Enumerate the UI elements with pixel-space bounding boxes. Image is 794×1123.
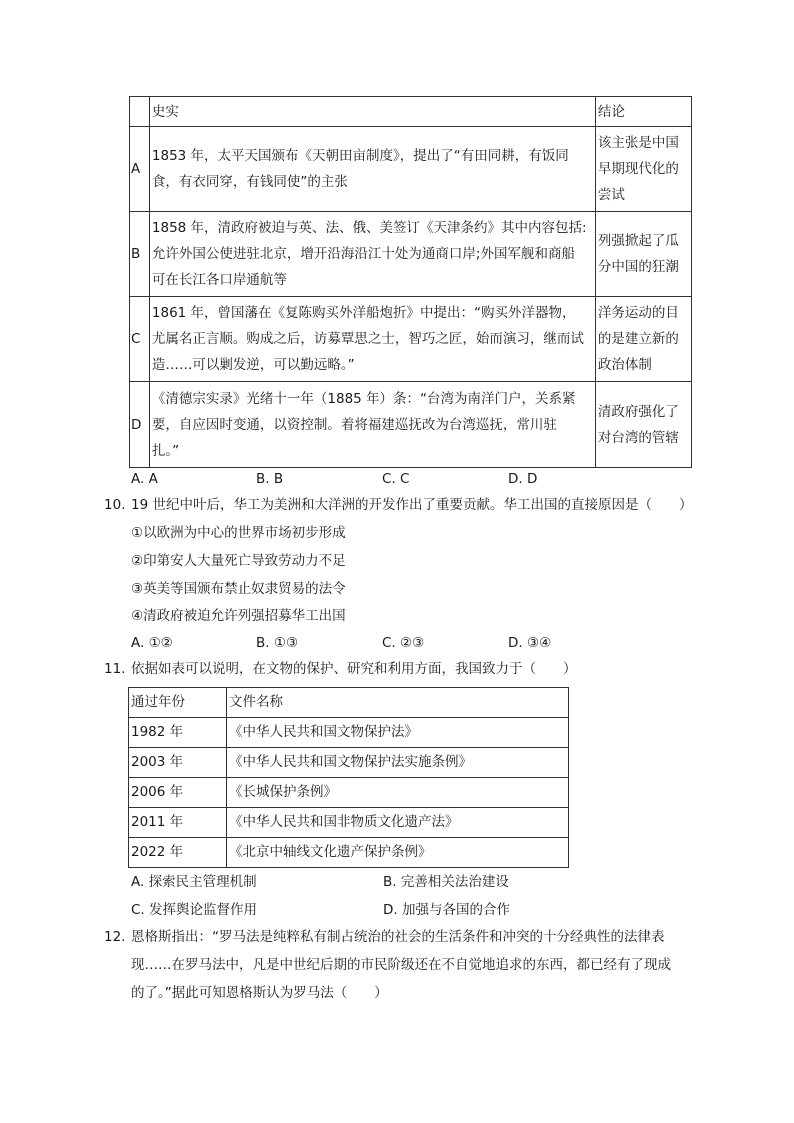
q9-option-c[interactable]: C. C — [382, 471, 410, 487]
conclusion-line: 对台湾的管辖 — [597, 429, 679, 446]
fact-line: 1861 年，曾国藩在《复陈购买外洋船炮折》中提出：“购买外洋器物， — [151, 305, 576, 321]
q9-option-b[interactable]: B. B — [256, 471, 284, 487]
q11-option-b[interactable]: B. 完善相关法治建设 — [383, 874, 509, 890]
statement-item: ④清政府被迫允许列强招募华工出国 — [131, 608, 346, 624]
conclusion-cell — [595, 212, 691, 297]
row-letter: B — [130, 212, 150, 297]
table-header-fact: 史实 — [149, 97, 595, 127]
conclusion-line: 早期现代化的 — [597, 161, 679, 177]
fact-line: 要，自应因时变通，以资控制。着将福建巡抚改为台湾巡抚，常川驻 — [151, 416, 557, 433]
table-row — [129, 748, 569, 778]
q9-table — [129, 96, 692, 468]
question-number: 10. — [104, 497, 126, 513]
fact-cell — [149, 212, 595, 297]
fact-line: 造……可以剿发逆，可以勤远略。” — [151, 357, 355, 373]
table-cell: 《长城保护条例》 — [227, 778, 569, 808]
table-header: 通过年份 — [129, 688, 227, 718]
table-cell: 2011 年 — [129, 808, 227, 838]
row-letter: C — [130, 297, 150, 382]
question-stem: 依据如表可以说明，在文物的保护、研究和利用方面，我国致力于（ ） — [131, 661, 577, 677]
table-row — [129, 778, 569, 808]
fact-cell — [149, 382, 595, 468]
question-number: 12. — [104, 929, 126, 945]
table-row — [130, 127, 692, 212]
q10-option-b[interactable]: B. ①③ — [256, 635, 299, 651]
q9-option-a[interactable]: A. A — [131, 471, 158, 487]
conclusion-line: 分中国的狂潮 — [597, 259, 679, 275]
conclusion-line: 列强掀起了瓜 — [597, 233, 679, 249]
table-cell: 《北京中轴线文化遗产保护条例》 — [227, 838, 569, 868]
question-stem-line: 的了。”据此可知恩格斯认为罗马法（ ） — [131, 985, 388, 1001]
q11-option-a[interactable]: A. 探索民主管理机制 — [131, 874, 257, 890]
conclusion-line: 尝试 — [597, 187, 625, 203]
table-row — [130, 297, 692, 382]
table-row — [129, 718, 569, 748]
q11-option-c[interactable]: C. 发挥舆论监督作用 — [131, 902, 258, 918]
q9-option-d[interactable]: D. D — [508, 471, 538, 487]
fact-line: 《清德宗实录》光绪十一年（1885 年）条：“台湾为南洋门户，关系紧 — [151, 390, 576, 407]
table-cell: 2006 年 — [129, 778, 227, 808]
statement-item: ②印第安人大量死亡导致劳动力不足 — [131, 553, 346, 569]
table-cell: 2003 年 — [129, 748, 227, 778]
conclusion-line: 该主张是中国 — [597, 135, 679, 151]
conclusion-cell — [595, 382, 691, 468]
fact-line: 1858 年，清政府被迫与英、法、俄、美签订《天津条约》其中内容包括: — [151, 220, 587, 236]
table-row — [130, 382, 692, 468]
conclusion-line: 政治体制 — [597, 357, 652, 373]
fact-line: 尤属名正言顺。购成之后，访募覃思之士，智巧之匠，始而演习，继而试 — [151, 331, 584, 347]
row-letter: D — [130, 382, 150, 468]
conclusion-line: 的是建立新的 — [597, 331, 679, 347]
row-letter: A — [130, 127, 150, 212]
table-row — [129, 808, 569, 838]
conclusion-cell — [595, 297, 691, 382]
fact-line: 1853 年，太平天国颁布《天朝田亩制度》，提出了“有田同耕，有饭同 — [151, 148, 569, 164]
conclusion-line: 清政府强化了 — [597, 403, 679, 420]
question-stem-line: 现……在罗马法中，凡是中世纪后期的市民阶级还在不自觉地追求的东西，都已经有了现成 — [131, 957, 671, 973]
statement-item: ③英美等国颁布禁止奴隶贸易的法令 — [131, 581, 346, 597]
q10-option-c[interactable]: C. ②③ — [382, 635, 425, 651]
table-cell: 《中华人民共和国文物保护法》 — [227, 718, 569, 748]
question-stem-line: 恩格斯指出：“罗马法是纯粹私有制占统治的社会的生活条件和冲突的十分经典性的法律表 — [131, 929, 665, 945]
table-row — [129, 838, 569, 868]
fact-line: 扎。” — [151, 442, 180, 459]
fact-cell — [149, 297, 595, 382]
q11-table — [128, 687, 569, 868]
table-cell: 1982 年 — [129, 718, 227, 748]
table-cell: 《中华人民共和国文物保护法实施条例》 — [227, 748, 569, 778]
q10-option-a[interactable]: A. ①② — [131, 635, 173, 651]
fact-line: 可在长江各口岸通航等 — [151, 272, 287, 288]
conclusion-cell — [595, 127, 691, 212]
fact-cell — [149, 127, 595, 212]
fact-line: 食，有衣同穿，有钱同使”的主张 — [151, 174, 348, 190]
table-header: 文件名称 — [227, 688, 569, 718]
question-number: 11. — [104, 661, 126, 677]
table-header-conclusion: 结论 — [595, 97, 691, 127]
table-cell: 2022 年 — [129, 838, 227, 868]
q10-option-d[interactable]: D. ③④ — [508, 635, 552, 651]
question-stem: 19 世纪中叶后，华工为美洲和大洋洲的开发作出了重要贡献。华工出国的直接原因是（ ） — [131, 497, 693, 513]
table-cell: 《中华人民共和国非物质文化遗产法》 — [227, 808, 569, 838]
fact-line: 允许外国公使进驻北京，增开沿海沿江十处为通商口岸;外国军舰和商船 — [151, 246, 575, 262]
table-header-row — [129, 688, 569, 718]
statement-item: ①以欧洲为中心的世界市场初步形成 — [131, 525, 346, 541]
table-cell — [130, 97, 150, 127]
q11-option-d[interactable]: D. 加强与各国的合作 — [383, 902, 510, 918]
conclusion-line: 洋务运动的目 — [597, 305, 679, 321]
table-row — [130, 212, 692, 297]
